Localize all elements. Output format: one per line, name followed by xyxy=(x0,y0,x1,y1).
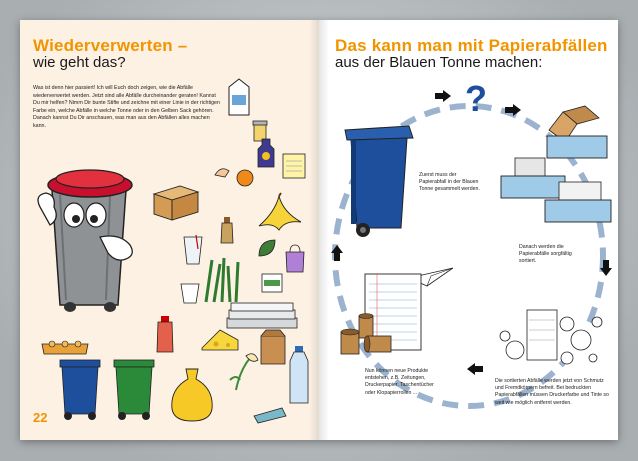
egg-carton-icon xyxy=(40,338,90,356)
left-page-subtitle: wie geht das? xyxy=(33,54,126,71)
notepad-icon xyxy=(282,153,306,179)
sorting-crates-icon xyxy=(489,106,614,226)
wilted-flower-icon xyxy=(226,350,260,390)
detergent-bottle-icon xyxy=(256,137,276,169)
right-page-subtitle: aus der Blauen Tonne machen: xyxy=(335,54,543,71)
blue-bin-icon xyxy=(58,358,102,422)
grass-icon xyxy=(202,258,242,303)
yellow-sack-icon xyxy=(168,365,216,423)
paper-bag-icon xyxy=(258,328,288,366)
right-page-title: Das kann man mit Papierabfällen xyxy=(335,36,608,55)
page-number: 22 xyxy=(33,410,48,425)
cheese-icon xyxy=(200,326,240,352)
leaf-icon xyxy=(257,238,277,258)
blue-bin-icon xyxy=(343,120,415,240)
ketchup-bottle-icon xyxy=(155,315,175,353)
page-gutter xyxy=(309,20,329,440)
step-2-caption: Danach werden die Papierabfälle sorgfältig sortiert. xyxy=(519,244,572,265)
pulp-bubbles-icon xyxy=(497,300,607,370)
step-3-caption: Die sortierten Abfälle werden jetzt von Schmutz und Fremdkörpern befreit. Bei bedruckten Papierabfällen müssen Druckerfarbe und Tinte so weit wie möglich entfernt werden. xyxy=(495,378,609,406)
juice-carton-icon xyxy=(260,270,284,294)
question-mark: ? xyxy=(465,78,487,119)
step-1-caption: Zuerst muss der Papierabfall in der Blauen Tonne gesammelt werden. xyxy=(419,172,480,193)
arrow-icon xyxy=(467,363,483,375)
yoghurt-cup-icon xyxy=(180,282,200,304)
plastic-bag-icon xyxy=(283,244,307,274)
left-page-intro: Was ist denn hier passiert! Ich will Euch doch zeigen, wie die Abfälle wiederverwertet werden. Jetzt sind alle Abfälle durcheinander geraten! Kannst Du mir helfen? Nimm Dir bunte Stifte und zeichne mit einer Linie in der richtigen Farbe ein, welche Abfälle in welche Tonne oder in den Gelben Sack gehören. Danach kannst Du Dir anschauen, was man aus den Abfällen alles machen kann. xyxy=(33,85,220,129)
banana-peel-icon xyxy=(255,192,305,232)
arrow-icon xyxy=(331,245,343,261)
trash-bin-mascot-icon xyxy=(30,155,150,325)
toilet-roll-icon xyxy=(337,310,393,356)
milk-carton-icon xyxy=(226,77,252,117)
small-bottle-icon xyxy=(218,216,236,244)
left-page-title: Wiederverwerten – xyxy=(33,36,188,55)
cardboard-box-icon xyxy=(150,182,202,222)
crushed-can-icon xyxy=(252,406,288,424)
green-bin-icon xyxy=(112,358,156,422)
orange-icon xyxy=(235,168,255,188)
arrow-icon xyxy=(600,260,612,276)
brochure-spread xyxy=(20,20,618,440)
eggshell-icon xyxy=(213,165,233,179)
water-bottle-icon xyxy=(288,345,310,405)
arrow-icon xyxy=(435,90,451,102)
right-page xyxy=(319,20,618,440)
left-page xyxy=(20,20,319,440)
cup-icon xyxy=(182,235,204,265)
step-4-caption: Nun können neue Produkte entstehen, z.B. Zeitungen, Druckerpapier, Taschentücher oder Klopapierrollen ... xyxy=(365,368,434,396)
